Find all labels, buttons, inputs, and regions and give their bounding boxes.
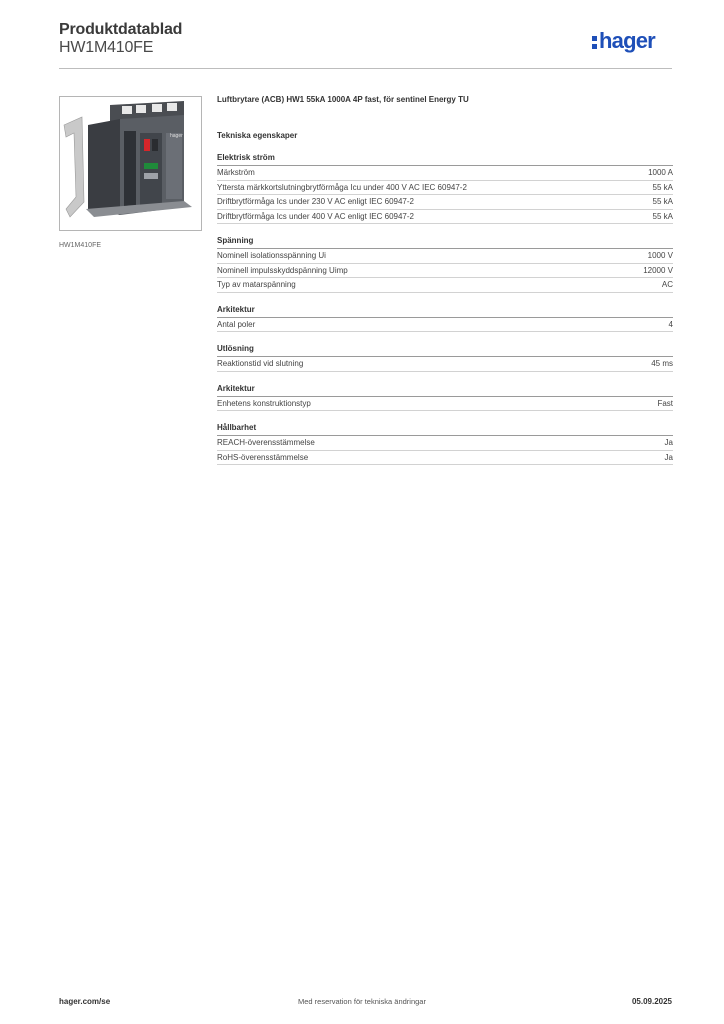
spec-label: Märkström [217, 168, 255, 178]
spec-value: 1000 V [647, 251, 673, 261]
logo-dots-icon [592, 35, 597, 49]
spec-row [217, 318, 673, 333]
header-divider [59, 68, 672, 69]
spec-content [217, 94, 673, 465]
section-title: Arkitektur [217, 383, 673, 397]
logo-text: hager [599, 28, 655, 53]
spec-value: Fast [657, 398, 673, 408]
spec-label: Nominell impulsskyddspänning Uimp [217, 265, 348, 275]
spec-value: 12000 V [643, 265, 673, 275]
spec-label: RoHS-överensstämmelse [217, 452, 309, 462]
spec-label: Nominell isolationsspänning Ui [217, 251, 326, 261]
spec-row [217, 166, 673, 181]
spec-label: Antal poler [217, 319, 256, 329]
spec-section [217, 422, 673, 465]
spec-row [217, 397, 673, 412]
section-title: Utlösning [217, 343, 673, 357]
spec-section [217, 304, 673, 333]
spec-section [217, 152, 673, 224]
spec-row [217, 436, 673, 451]
product-code: HW1M410FE [59, 39, 154, 56]
spec-value: 55 kA [652, 182, 673, 192]
spec-row [217, 249, 673, 264]
spec-value: 55 kA [652, 197, 673, 207]
spec-row [217, 195, 673, 210]
spec-row [217, 451, 673, 466]
spec-label: Driftbrytförmåga Ics under 230 V AC enligt IEC 60947-2 [217, 197, 414, 207]
spec-value: Ja [664, 452, 673, 462]
tech-heading: Tekniska egenskaper [217, 131, 298, 140]
spec-label: Driftbrytförmåga Ics under 400 V AC enligt IEC 60947-2 [217, 211, 414, 221]
spec-section [217, 343, 673, 372]
page-title: Produktdatablad [59, 21, 183, 38]
spec-label: Yttersta märkkortslutningbrytförmåga Icu under 400 V AC IEC 60947-2 [217, 182, 467, 192]
spec-value: 45 ms [651, 359, 673, 369]
hager-logo [592, 28, 655, 54]
spec-value: 55 kA [652, 211, 673, 221]
spec-section [217, 235, 673, 293]
product-image [59, 96, 202, 231]
image-caption: HW1M410FE [59, 242, 102, 249]
spec-label: REACH-överensstämmelse [217, 438, 315, 448]
section-title: Spänning [217, 235, 673, 249]
section-title: Elektrisk ström [217, 152, 673, 166]
spec-row [217, 357, 673, 372]
spec-row [217, 264, 673, 279]
spec-label: Typ av matarspänning [217, 280, 296, 290]
spec-row [217, 181, 673, 196]
footer-date: 05.09.2025 [631, 997, 672, 1006]
spec-value: Ja [664, 438, 673, 448]
product-description: Luftbrytare (ACB) HW1 55kA 1000A 4P fast, för sentinel Energy TU [217, 95, 469, 104]
spec-value: 1000 A [648, 168, 673, 178]
footer-website[interactable]: hager.com/se [59, 997, 111, 1006]
spec-sections [217, 152, 673, 465]
spec-label: Reaktionstid vid slutning [217, 359, 304, 369]
section-title: Arkitektur [217, 304, 673, 318]
spec-section [217, 383, 673, 412]
svg-text:hager: hager [170, 133, 183, 139]
spec-value: AC [661, 280, 673, 290]
spec-label: Enhetens konstruktionstyp [217, 398, 311, 408]
spec-row [217, 278, 673, 293]
spec-value: 4 [668, 319, 673, 329]
footer-notice: Med reservation för tekniska ändringar [298, 997, 426, 1006]
spec-row [217, 210, 673, 225]
circuit-breaker-icon [60, 97, 201, 230]
section-title: Hållbarhet [217, 422, 673, 436]
